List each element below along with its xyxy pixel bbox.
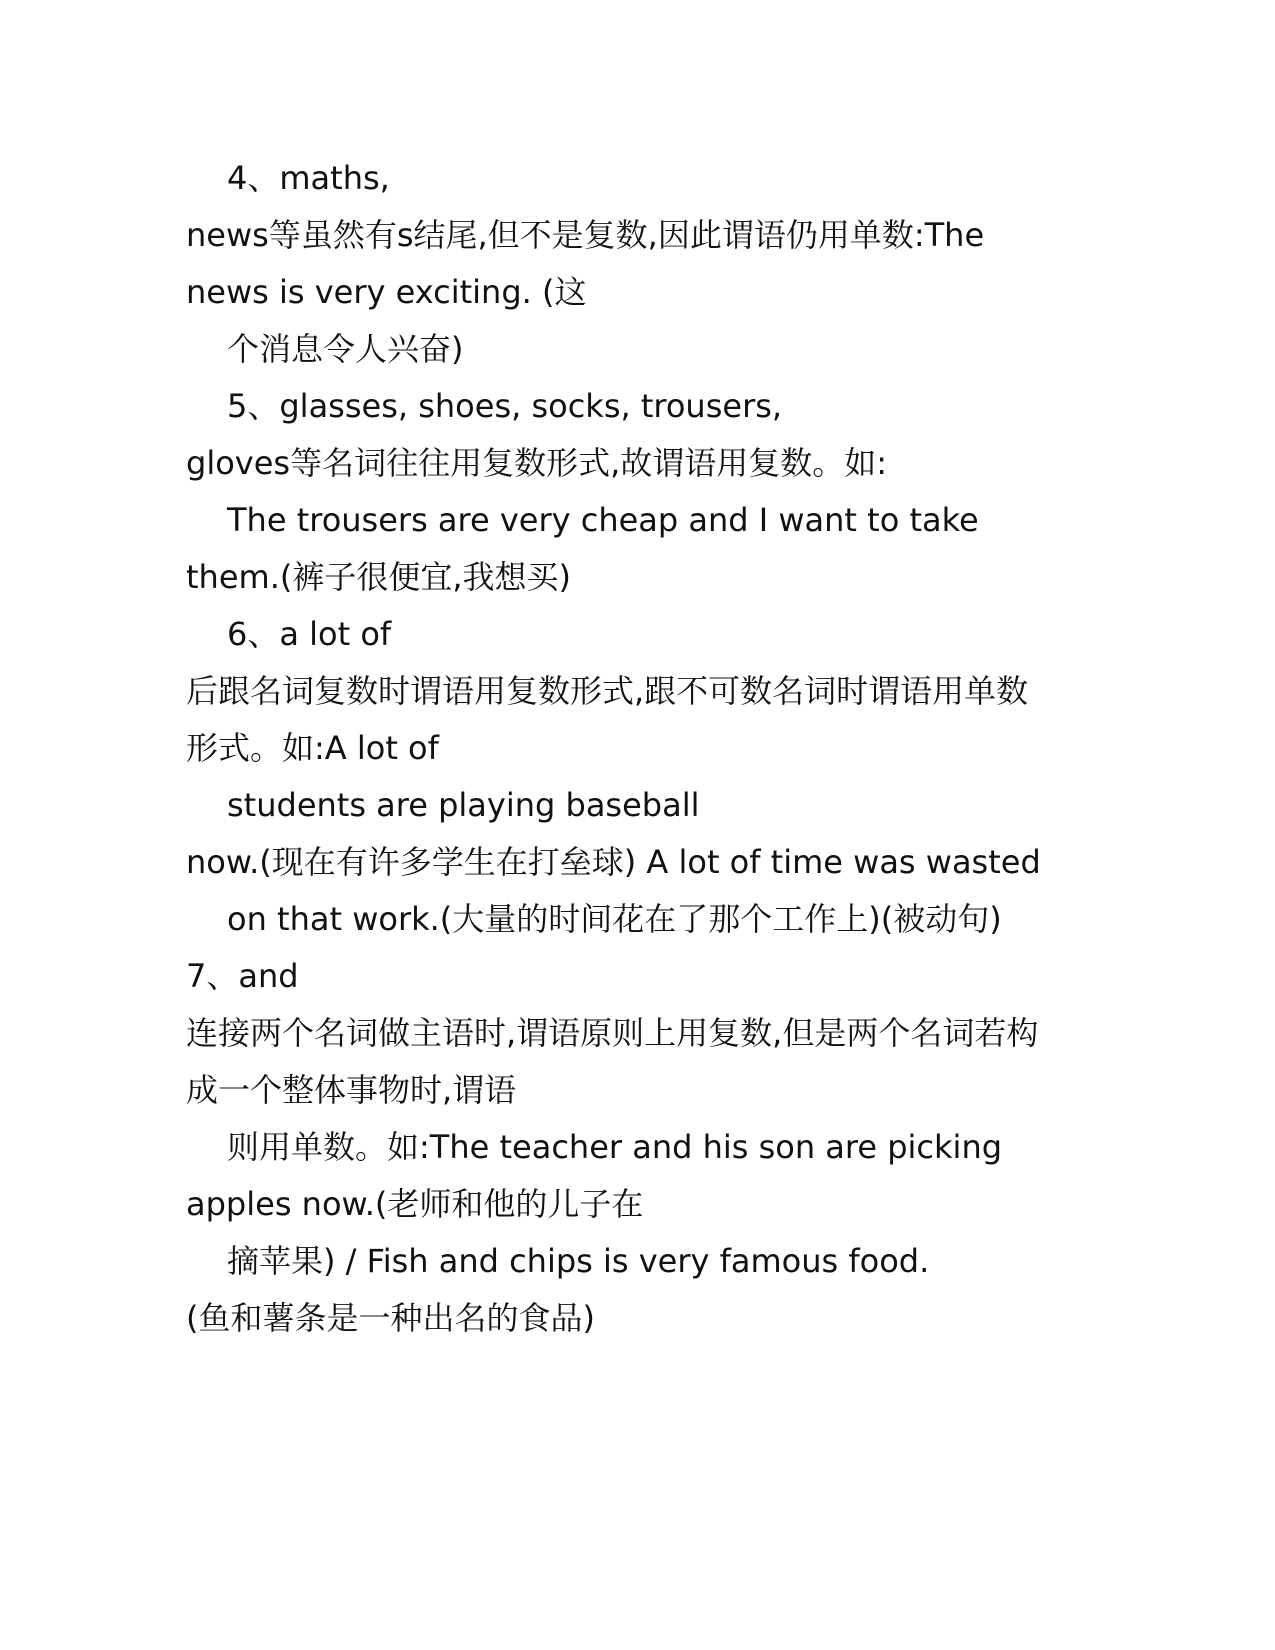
text-line: 连接两个名词做主语时,谓语原则上用复数,但是两个名词若构 (186, 1014, 1039, 1052)
text-line: 个消息令人兴奋) (227, 330, 464, 368)
text-line: on that work.(大量的时间花在了那个工作上)(被动句) (227, 900, 1002, 938)
text-line: 4、maths, (227, 159, 390, 197)
document-body (186, 150, 1086, 1347)
text-line: (鱼和薯条是一种出名的食品) (186, 1299, 595, 1337)
text-line: The trousers are very cheap and I want to take (227, 501, 979, 539)
text-line: 形式。如:A lot of (186, 729, 439, 767)
text-line: students are playing baseball (227, 786, 700, 824)
text-line: them.(裤子很便宜,我想买) (186, 558, 572, 596)
text-line: now.(现在有许多学生在打垒球) A lot of time was wasted (186, 843, 1041, 881)
text-line: gloves等名词往往用复数形式,故谓语用复数。如: (186, 444, 888, 482)
text-line: 成一个整体事物时,谓语 (186, 1071, 517, 1109)
text-line: apples now.(老师和他的儿子在 (186, 1185, 644, 1223)
text-line: news等虽然有s结尾,但不是复数,因此谓语仍用单数:The (186, 216, 985, 254)
text-line: 摘苹果) / Fish and chips is very famous food. (227, 1242, 930, 1280)
text-line: 后跟名词复数时谓语用复数形式,跟不可数名词时谓语用单数 (186, 672, 1029, 710)
text-line: 则用单数。如:The teacher and his son are picking (227, 1128, 1003, 1166)
text-line: 7、and (186, 957, 299, 995)
text-line: news is very exciting. (这 (186, 273, 587, 311)
text-line: 6、a lot of (227, 615, 392, 653)
text-line: 5、glasses, shoes, socks, trousers, (227, 387, 783, 425)
